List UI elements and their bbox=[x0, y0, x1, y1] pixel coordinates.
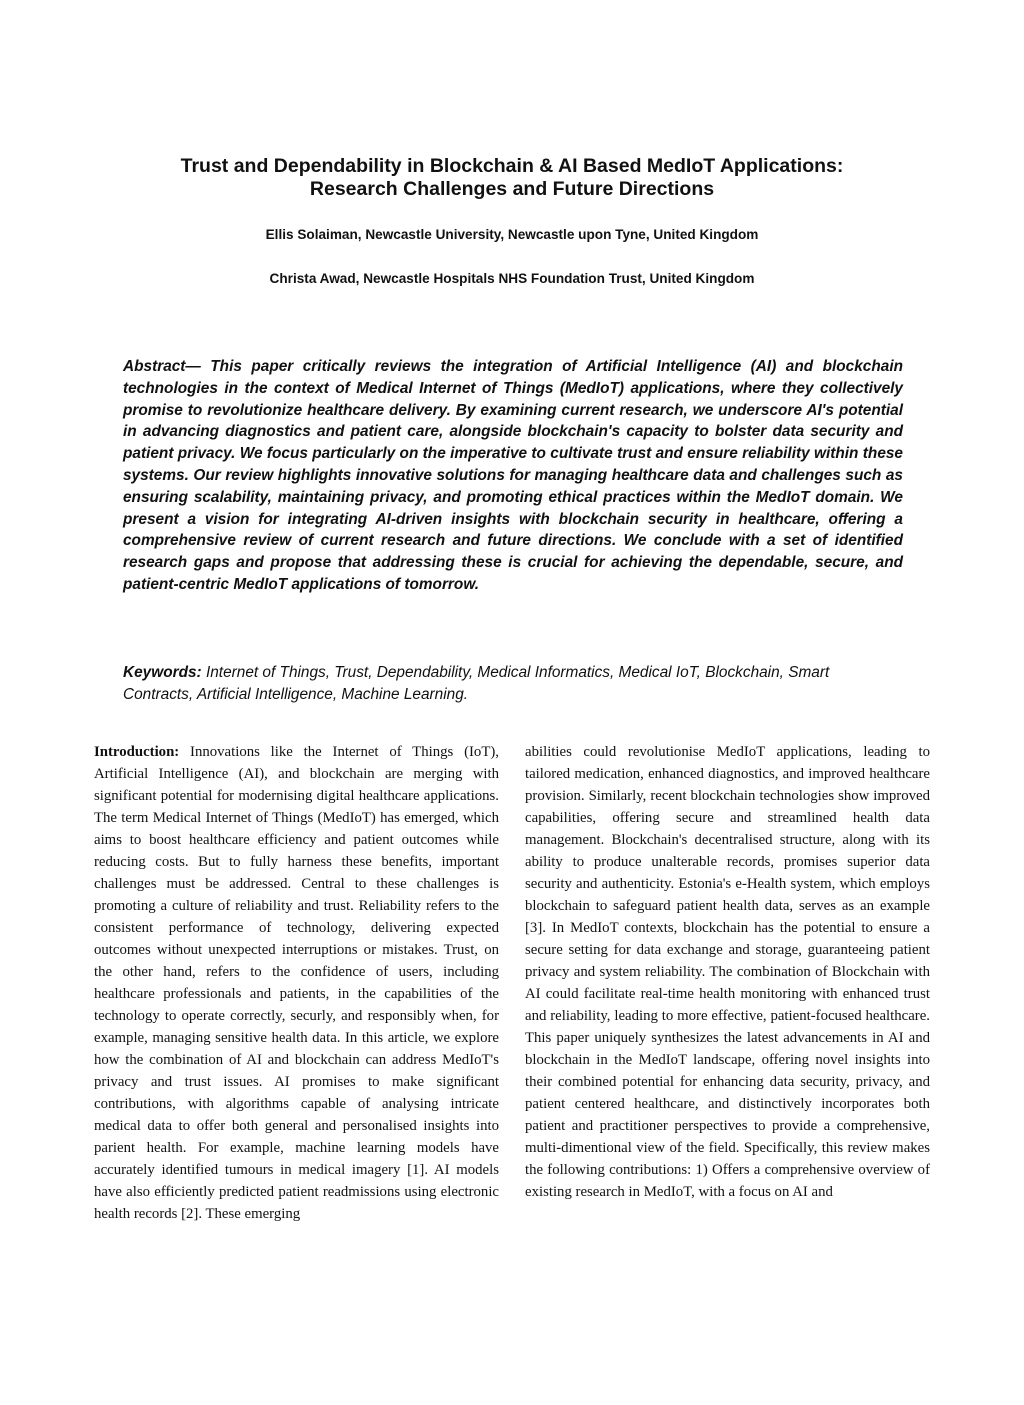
keywords-label: Keywords: bbox=[123, 664, 202, 681]
introduction-right-column bbox=[525, 741, 930, 1203]
introduction-right-text: abilities could revolutionise MedIoT applications, leading to tailored medication, enhanced diagnostics, and improved healthcare provision. Similarly, recent blockchain technologies show improved capabilities, offering secure and streamlined health data management. Blockchain's decentralised structure, along with its ability to produce unalterable records, promises superior data security and authenticity. Estonia's e-Health system, which employs blockchain to safeguard patient health data, serves as an example [3]. In MedIoT contexts, blockchain has the potential to ensure a secure setting for data exchange and storage, guaranteeing patient privacy and system reliability. The combination of Blockchain with AI could facilitate real-time health monitoring with enhanced trust and reliability, leading to more effective, patient-focused healthcare. This paper uniquely synthesizes the latest advancements in AI and blockchain in the MedIoT landscape, offering novel insights into their combined potential for enhancing data security, privacy, and patient centered healthcare, and distinctively incorporates both patient and practitioner perspectives to provide a comprehensive, multi-dimentional view of the field. Specifically, this review makes the following contributions: 1) Offers a comprehensive overview of existing research in MedIoT, with a focus on AI and bbox=[525, 744, 930, 1200]
keywords bbox=[123, 662, 903, 705]
introduction-left-text: Innovations like the Internet of Things (IoT), Artificial Intelligence (AI), and blockchain are merging with significant potential for modernising digital healthcare applications. The term Medical Internet of Things (MedIoT) has emerged, which aims to boost healthcare efficiency and patient outcomes while reducing costs. But to fully harness these benefits, important challenges must be addressed. Central to these challenges is promoting a culture of reliability and trust. Reliability refers to the consistent performance of technology, delivering expected outcomes without unexpected interruptions or mistakes. Trust, on the other hand, refers to the confidence of users, including healthcare professionals and patients, in the capabilities of the technology to operate correctly, securly, and responsibly when, for example, managing sensitive health data. In this article, we explore how the combination of AI and blockchain can address MedIoT's privacy and trust issues. AI promises to make significant contributions, with algorithms capable of analysing intricate medical data to offer both general and personalised insights into parient health. For example, machine learning models have accurately identified tumours in medical imagery [1]. AI models have also efficiently predicted patient readmissions using electronic health records [2]. These emerging bbox=[94, 744, 499, 1222]
title-line-2: Research Challenges and Future Directions bbox=[309, 178, 715, 200]
abstract-label: Abstract— bbox=[123, 358, 201, 375]
abstract-text: This paper critically reviews the integration of Artificial Intelligence (AI) and blockchain technologies in the context of Medical Internet of Things (MedIoT) applications, where they collectively promise to revolutionize healthcare delivery. By examining current research, we underscore AI's potential in advancing diagnostics and patient care, alongside blockchain's capacity to bolster data security and patient privacy. We focus particularly on the imperative to cultivate trust and ensure reliability within these systems. Our review highlights innovative solutions for managing healthcare data and challenges such as ensuring scalability, maintaining privacy, and promoting ethical practices within the MedIoT domain. We present a vision for integrating AI-driven insights with blockchain security in healthcare, offering a comprehensive review of current research and future directions. We conclude with a set of identified research gaps and propose that addressing these is crucial for achieving the dependable, secure, and patient-centric MedIoT applications of tomorrow. bbox=[123, 358, 903, 593]
author-1: Ellis Solaiman, Newcastle University, Newcastle upon Tyne, United Kingdom bbox=[265, 227, 759, 242]
keywords-text: Internet of Things, Trust, Dependability, Medical Informatics, Medical IoT, Blockchain, Smart Contracts, Artificial Intelligence, Machine Learning. bbox=[123, 664, 830, 703]
introduction-left-column bbox=[94, 741, 499, 1225]
title-line-1: Trust and Dependability in Blockchain & AI Based MedIoT Applications: bbox=[180, 155, 844, 177]
author-2: Christa Awad, Newcastle Hospitals NHS Foundation Trust, United Kingdom bbox=[269, 271, 755, 286]
introduction-label: Introduction: bbox=[94, 744, 180, 760]
abstract bbox=[123, 356, 903, 596]
paper-title bbox=[80, 155, 944, 201]
